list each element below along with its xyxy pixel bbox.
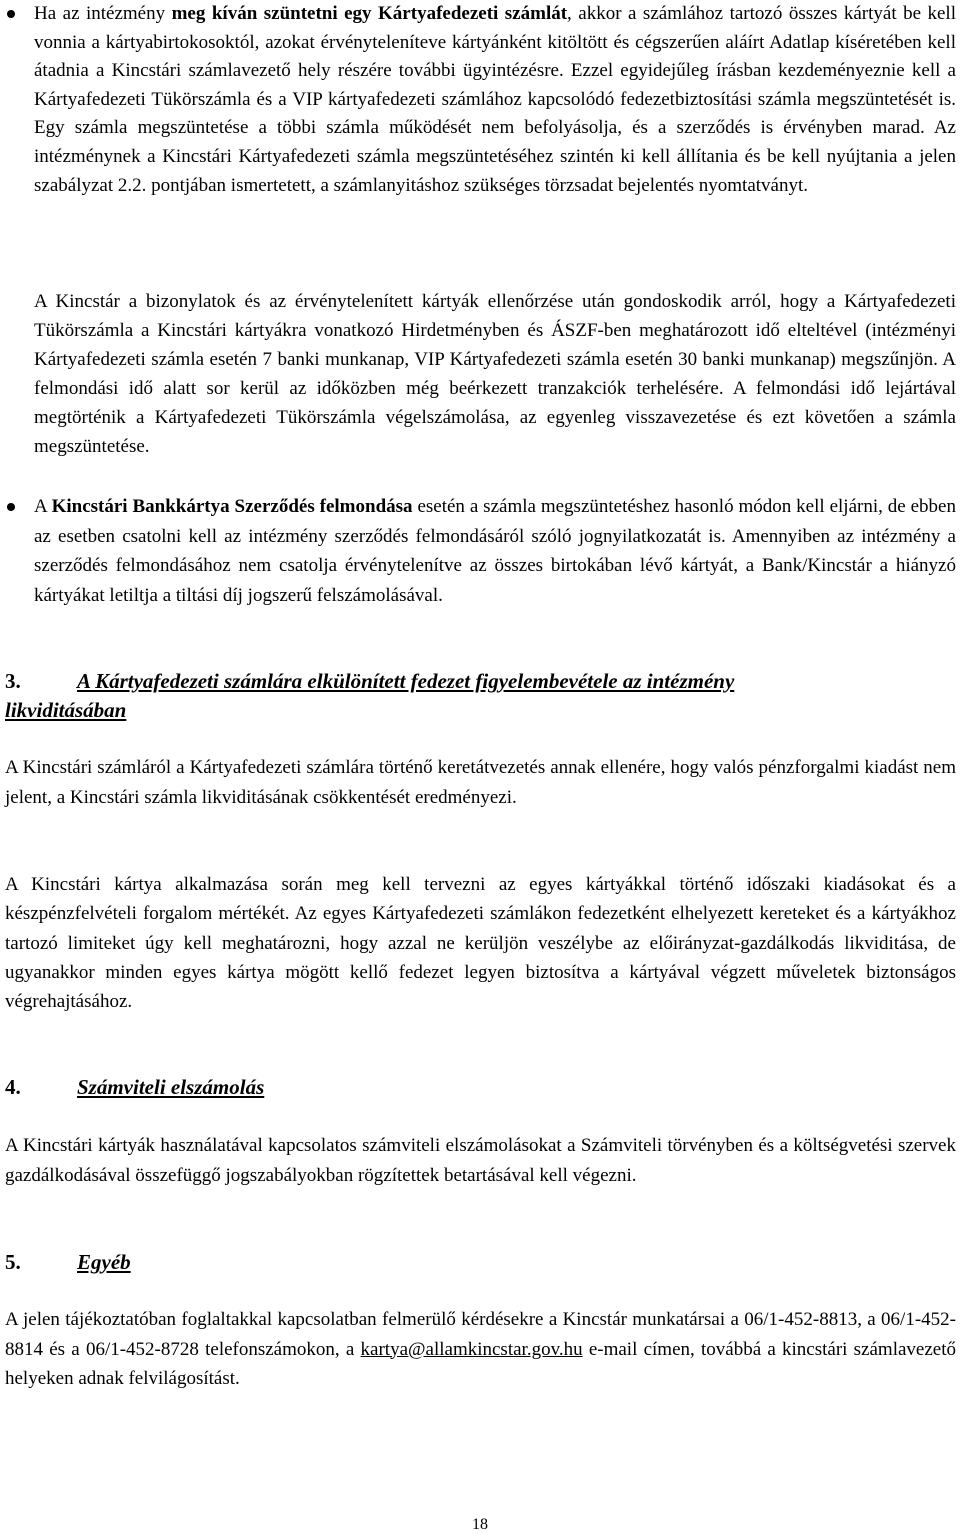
- bullet-icon: [7, 10, 15, 18]
- bullet1-text-a: Ha az intézmény: [34, 3, 172, 24]
- section-5-number: 5.: [5, 1250, 21, 1274]
- section-4-title: Számviteli elszámolás: [77, 1075, 265, 1099]
- bullet1-p2-text: A Kincstár a bizonylatok és az érvénytelenített kártyák ellenőrzése után gondoskodik arról, hogy a Kártyafedezeti Tükörszámla a Kincstári kártyákra vonatkozó Hirdetményben és ÁSZF-ben meghatározott idő elteltével (intézményi Kártyafedezeti számla esetén 7 banki munkanap, VIP Kártyafedezeti számla esetén 30 banki munkanap) megszűnjön. A felmondási idő alatt sor kerül az időközben még beérkezett tranzakciók terhelésére. A felmondási idő lejártával megtörténik a Kártyafedezeti Tükörszámla végelszámolása, az egyenleg visszavezetése és ezt követően a számla megszüntetése.: [34, 291, 956, 457]
- bullet1-bold: meg kíván szüntetni egy Kártyafedezeti számlát: [171, 3, 568, 24]
- section-4-paragraph: A Kincstári kártyák használatával kapcsolatos számviteli elszámolásokat a Számviteli törvényben és a költségvetési szervek gazdálkodásával összefüggő jogszabályokban rögzítettek betartásával kell végezni.: [5, 1135, 956, 1186]
- section-3-paragraph-1: A Kincstári számláról a Kártyafedezeti számlára történő keretátvezetés annak ellenére, hogy valós pénzforgalmi kiadást nem jelent, a Kincstári számla likviditásának csökkentését eredményezi.: [5, 757, 956, 808]
- bullet-item-contract-termination: [34, 492, 956, 610]
- bullet-item-account-closure: [34, 0, 956, 200]
- bullet-icon: [7, 503, 15, 511]
- section-5-paragraph: [5, 1305, 956, 1394]
- section-3-number: 3.: [5, 669, 21, 693]
- page-number: 18: [472, 1516, 488, 1533]
- section-5-title: Egyéb: [77, 1250, 131, 1274]
- section-5-heading: [5, 1248, 956, 1277]
- section-3-paragraph-2: A Kincstári kártya alkalmazása során meg kell tervezni az egyes kártyákkal történő időszaki kiadásokat és a készpénzfelvételi forgalom mértékét. Az egyes Kártyafedezeti számlákon fedezetként elhelyezett kereteket és a kártyákhoz tartozó limiteket úgy kell meghatározni, hogy azzal ne kerüljön veszélybe az előirányzat-gazdálkodás likviditása, de ugyanakkor minden egyes kártya mögött kellő fedezet legyen biztosítva a kártyával végzett műveletek biztonságos végrehajtásához.: [5, 874, 956, 1013]
- section-3-title-line2: likviditásában: [5, 698, 127, 722]
- bullet2-text-c: esetén a számla megszüntetéshez hasonló módon kell eljárni, de ebben az esetben csatolni kell az intézmény szerződés felmondásáról szóló jognyilatkozatát is. Amennyiben az intézmény a szerződés felmondásához nem csatolja érvénytelenítve az összes birtokában lévő kártyát, a Bank/Kincstár a hiányzó kártyákat letiltja a tiltási díj jogszerű felszámolásával.: [34, 496, 956, 606]
- bullet1-text-c: , akkor a számlához tartozó összes kártyát be kell vonnia a kártyabirtokosoktól, azokat érvényteleníteve kártyánként kitöltött és cégszerűen aláírt Adatlap kíséretében kell átadnia a Kincstári számlavezető hely részére további ügyintézésre. Ezzel egyidejűleg írásban kezdeményeznie kell a Kártyafedezeti Tükörszámla és a VIP kártyafedezeti számlához kapcsolódó fedezetbiztosítási számla megszüntetését is. Egy számla megszüntetése a többi számla működését nem befolyásolja, és a szerződés is érvényben marad. Az intézménynek a Kincstári Kártyafedezeti számla megszüntetéséhez szintén ki kell állítania és be kell nyújtania a jelen szabályzat 2.2. pontjában ismertetett, a számlanyitáshoz szükséges törzsadat bejelentés nyomtatványt.: [34, 3, 956, 196]
- section-5-text-b: e-mail címen, továbbá a kincstári számlavezető helyeken adnak felvilágosítást.: [5, 1338, 956, 1389]
- section-3-title-line1: A Kártyafedezeti számlára elkülönített fedezet figyelembevétele az intézmény: [77, 669, 735, 693]
- section-4-number: 4.: [5, 1075, 21, 1099]
- bullet1-paragraph-2: [34, 287, 956, 461]
- bullet2-text-a: A: [34, 496, 52, 517]
- section-3-heading: [5, 667, 956, 725]
- section-5-text-a: A jelen tájékoztatóban foglaltakkal kapcsolatban felmerülő kérdésekre a Kincstár munkatársai a 06/1-452-8813, a 06/1-452-8814 és a 06/1-452-8728 telefonszámokon, a: [5, 1309, 956, 1360]
- bullet2-bold: Kincstári Bankkártya Szerződés felmondása: [51, 496, 413, 517]
- section-4-heading: [5, 1073, 956, 1102]
- email-link[interactable]: kartya@allamkincstar.gov.hu: [360, 1338, 583, 1360]
